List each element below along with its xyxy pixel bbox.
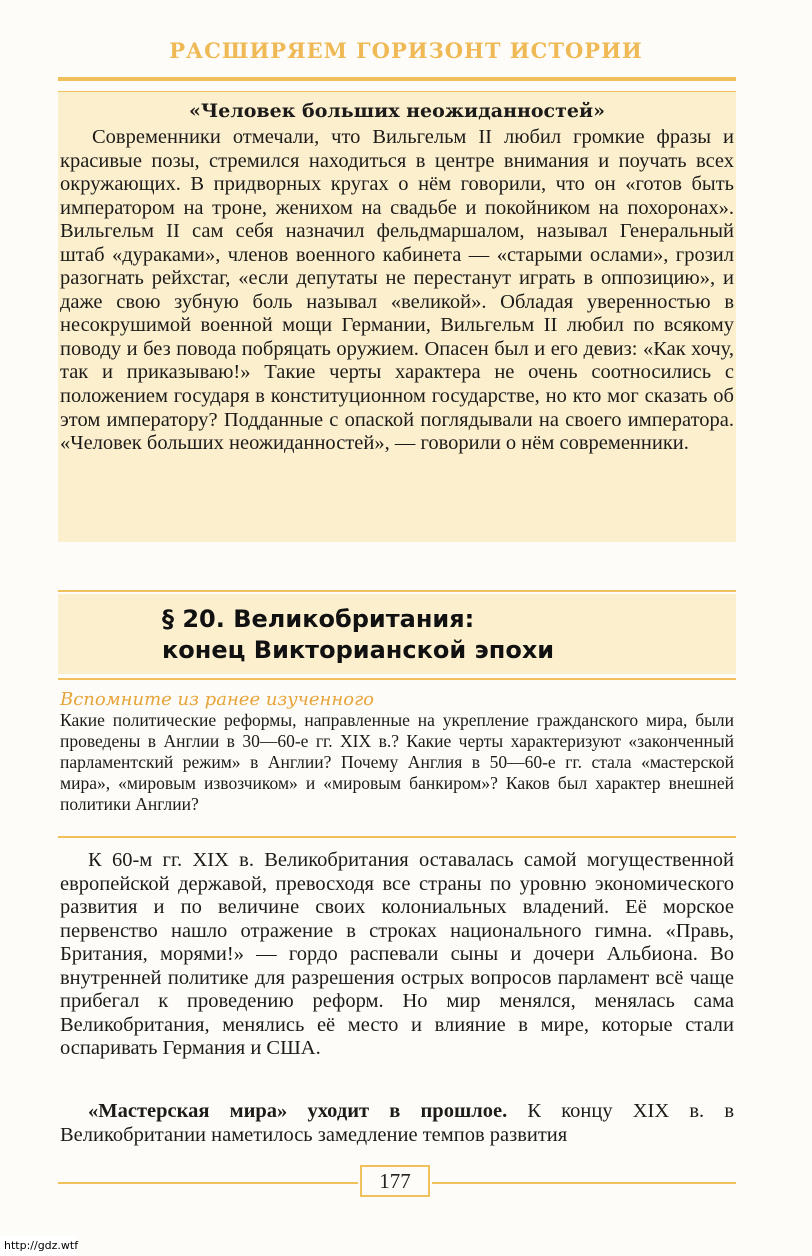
page-number: 177 — [360, 1165, 430, 1197]
box-text: Современники отмечали, что Вильгельм II любил громкие фразы и красивые позы, стремился находиться в центре внимания и поучать всех окружающих. В придворных кругах о нём говорили, что он «готов быть императором на троне, женихом на свадьбе и покойником на похоронах». Вильгельм II сам себя назначил фельдмаршалом, называл Генеральный штаб «дураками», членов военного кабинета — «старыми ослами», грозил разогнать рейхстаг, «если депутаты не перестанут играть в оппозицию», и даже свою зубную боль называл «великой». Обладая уверенностью в несокрушимой военной мощи Германии, Вильгельм II любил по всякому поводу и без повода побряцать оружием. Опасен был и его девиз: «Как хочу, так и приказываю!» Такие черты характера не очень соотносились с положением государя в конституционном государстве, но кто мог сказать об этом императору? Подданные с опаской поглядывали на своего императора. «Человек больших неожиданностей», — говорили о нём современники. — [60, 126, 734, 455]
header-divider — [58, 77, 736, 93]
footer-rule-left — [58, 1182, 358, 1184]
main-paragraph-1: К 60-м гг. XIX в. Великобритания оставалась самой могущественной европейской державой, превосходя все страны по уровню экономического развития и по величине своих колониальных владений. Её морское первенство нашло отражение в строках национального гимна. «Правь, Британия, морями!» — гордо распевали сыны и дочери Альбиона. Во внутренней политике для разрешения острых вопросов парламент всё чаще прибегал к проведению реформ. Но мир менялся, менялась сама Великобритания, менялись её место и влияние в мире, которые стали оспаривать Германия и США. — [60, 849, 734, 1059]
section-title-line1: § 20. Великобритания: — [162, 605, 475, 633]
section-divider-bottom — [58, 678, 736, 680]
section-divider-top — [58, 590, 736, 592]
page-header-title: РАСШИРЯЕМ ГОРИЗОНТ ИСТОРИИ — [169, 38, 643, 63]
recall-divider — [58, 836, 736, 838]
section-title-line2: конец Викторианской эпохи — [162, 636, 555, 664]
box-title: «Человек больших неожиданностей» — [189, 100, 605, 122]
main-paragraph-2 — [60, 1100, 734, 1147]
section-title — [162, 604, 554, 666]
recall-text: Какие политические реформы, направленные на укрепление гражданского мира, были проведены в Англии в 30—60-е гг. XIX в.? Какие черты характеризуют «законченный парламентский режим» в Англии? Почему Англия в 50—60-е гг. стала «мастерской мира», «мировым извозчиком» и «мировым банкиром»? Каков был характер внешней политики Англии? — [60, 710, 734, 814]
footer-rule-right — [432, 1182, 736, 1184]
sidebar-box — [58, 92, 736, 542]
watermark-link[interactable]: http://gdz.wtf — [0, 1236, 76, 1256]
recall-label: Вспомните из ранее изученного — [60, 689, 375, 710]
paragraph-2-text: К концу XIX в. в Великобритании наметилось замедление темпов развития — [60, 1100, 734, 1146]
paragraph-heading: «Мастерская мира» уходит в прошлое. — [88, 1100, 508, 1122]
